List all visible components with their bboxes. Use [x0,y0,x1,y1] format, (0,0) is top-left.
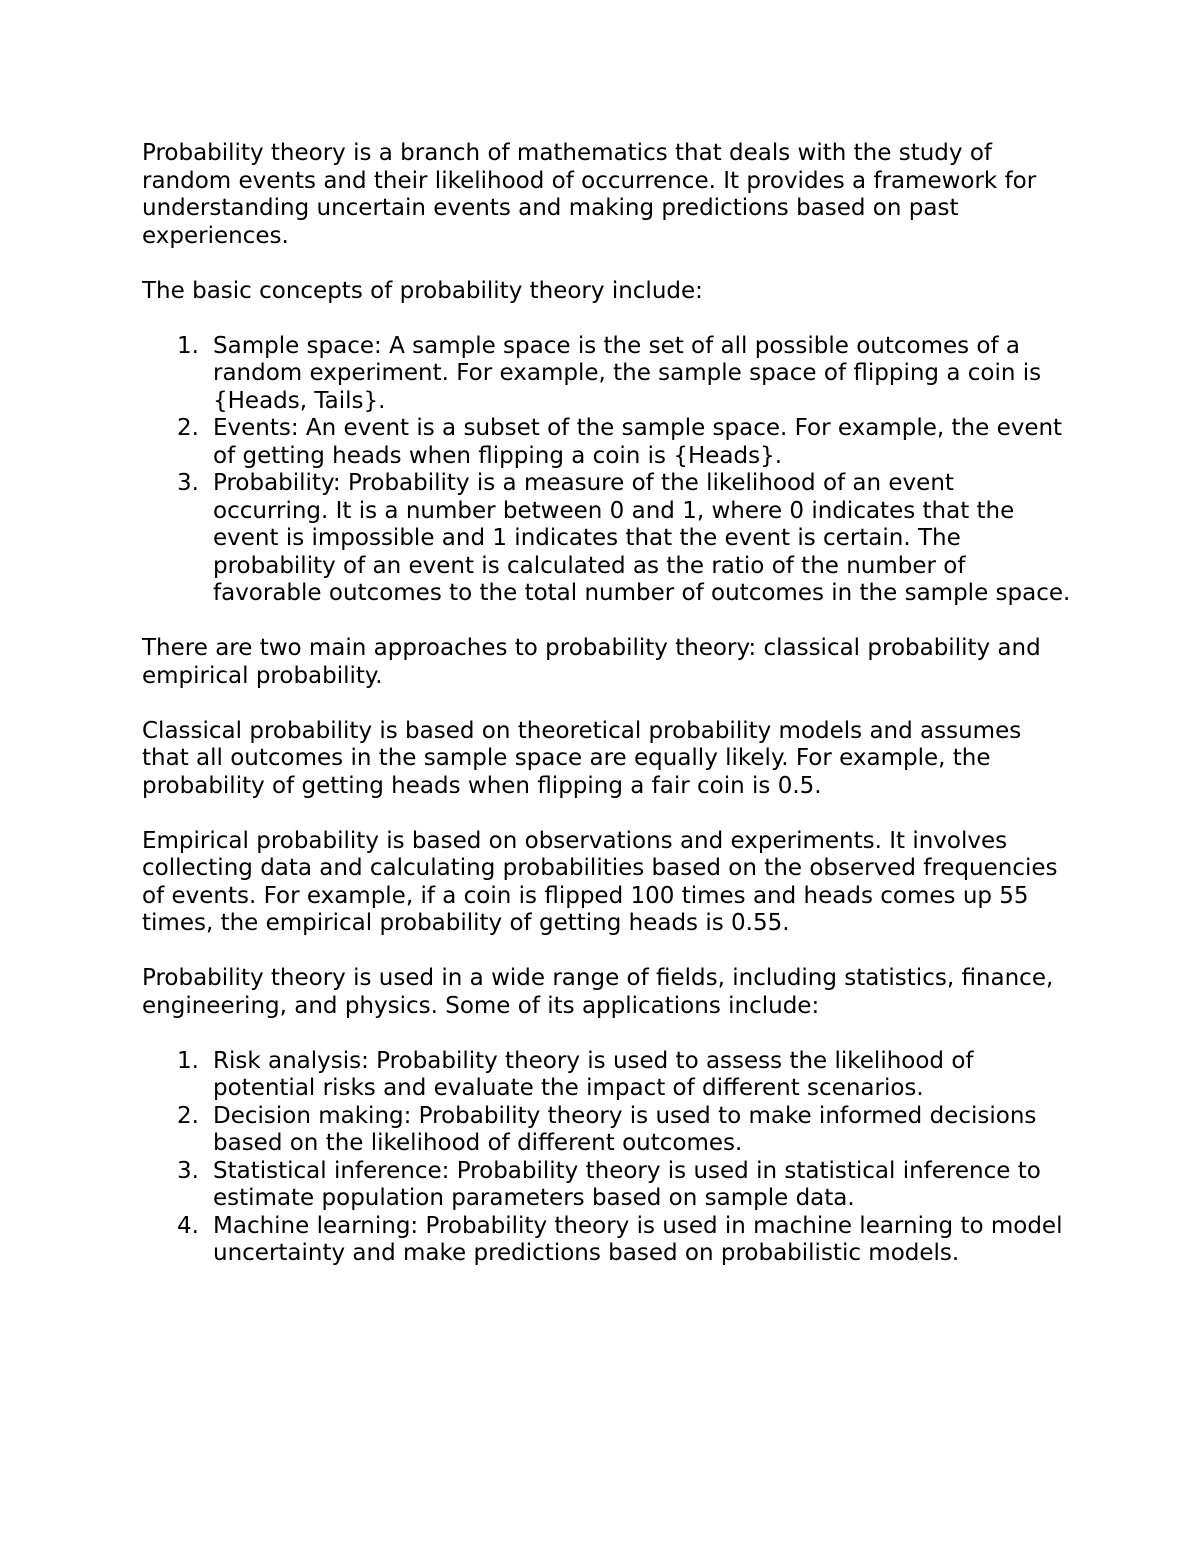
approaches-paragraph: There are two main approaches to probability theory: classical probability and empirical probability. [142,635,1041,689]
list-text: Risk analysis: Probability theory is used to assess the likelihood of potential risks and evaluate the impact of different scenarios. [213,1047,974,1101]
classical-paragraph: Classical probability is based on theoretical probability models and assumes that all outcomes in the sample space are equally likely. For example, the probability of getting heads when flipping a fair coin is 0.5. [142,717,1022,799]
list-item [142,333,1072,416]
applications-heading: Probability theory is used in a wide range of fields, including statistics, finance, engineering, and physics. Some of its applications include: [142,965,1054,1019]
list-text: Events: An event is a subset of the sample space. For example, the event of getting heads when flipping a coin is {Heads}. [213,415,1063,469]
list-text: Probability: Probability is a measure of the likelihood of an event occurring. It is a number between 0 and 1, where 0 indicates that the event is impossible and 1 indicates that the event is certain. The probability of an event is calculated as the ratio of the number of favorable outcomes to the total number of outcomes in the sample space. [213,470,1071,606]
concepts-heading: The basic concepts of probability theory include: [142,277,703,304]
list-item [142,470,1072,608]
list-number: 2. [177,1102,199,1129]
list-number: 1. [177,1047,199,1074]
document-page [142,140,1072,1295]
list-text: Statistical inference: Probability theory is used in statistical inference to estimate population parameters based on sample data. [213,1157,1041,1211]
list-number: 3. [177,1157,199,1184]
list-number: 4. [177,1212,199,1239]
list-text: Decision making: Probability theory is used to make informed decisions based on the likelihood of different outcomes. [213,1102,1037,1156]
intro-paragraph: Probability theory is a branch of mathematics that deals with the study of random events and their likelihood of occurrence. It provides a framework for understanding uncertain events and making predictions based on past experiences. [142,140,1037,249]
list-item [142,1048,1072,1103]
applications-list [142,1048,1072,1268]
list-number: 3. [177,470,199,496]
empirical-paragraph: Empirical probability is based on observations and experiments. It involves collecting data and calculating probabilities based on the observed frequencies of events. For example, if a coin is flipped 100 times and heads comes up 55 times, the empirical probability of getting heads is 0.55. [142,827,1058,936]
list-text: Machine learning: Probability theory is used in machine learning to model uncertainty and make predictions based on probabilistic models. [213,1212,1063,1266]
list-text: Sample space: A sample space is the set of all possible outcomes of a random experiment. For example, the sample space of flipping a coin is {Heads, Tails}. [213,332,1042,414]
list-item [142,1103,1072,1158]
concepts-list [142,333,1072,608]
list-item [142,1158,1072,1213]
list-item [142,1213,1072,1268]
list-number: 1. [177,332,199,359]
list-number: 2. [177,415,199,441]
list-item [142,415,1072,470]
